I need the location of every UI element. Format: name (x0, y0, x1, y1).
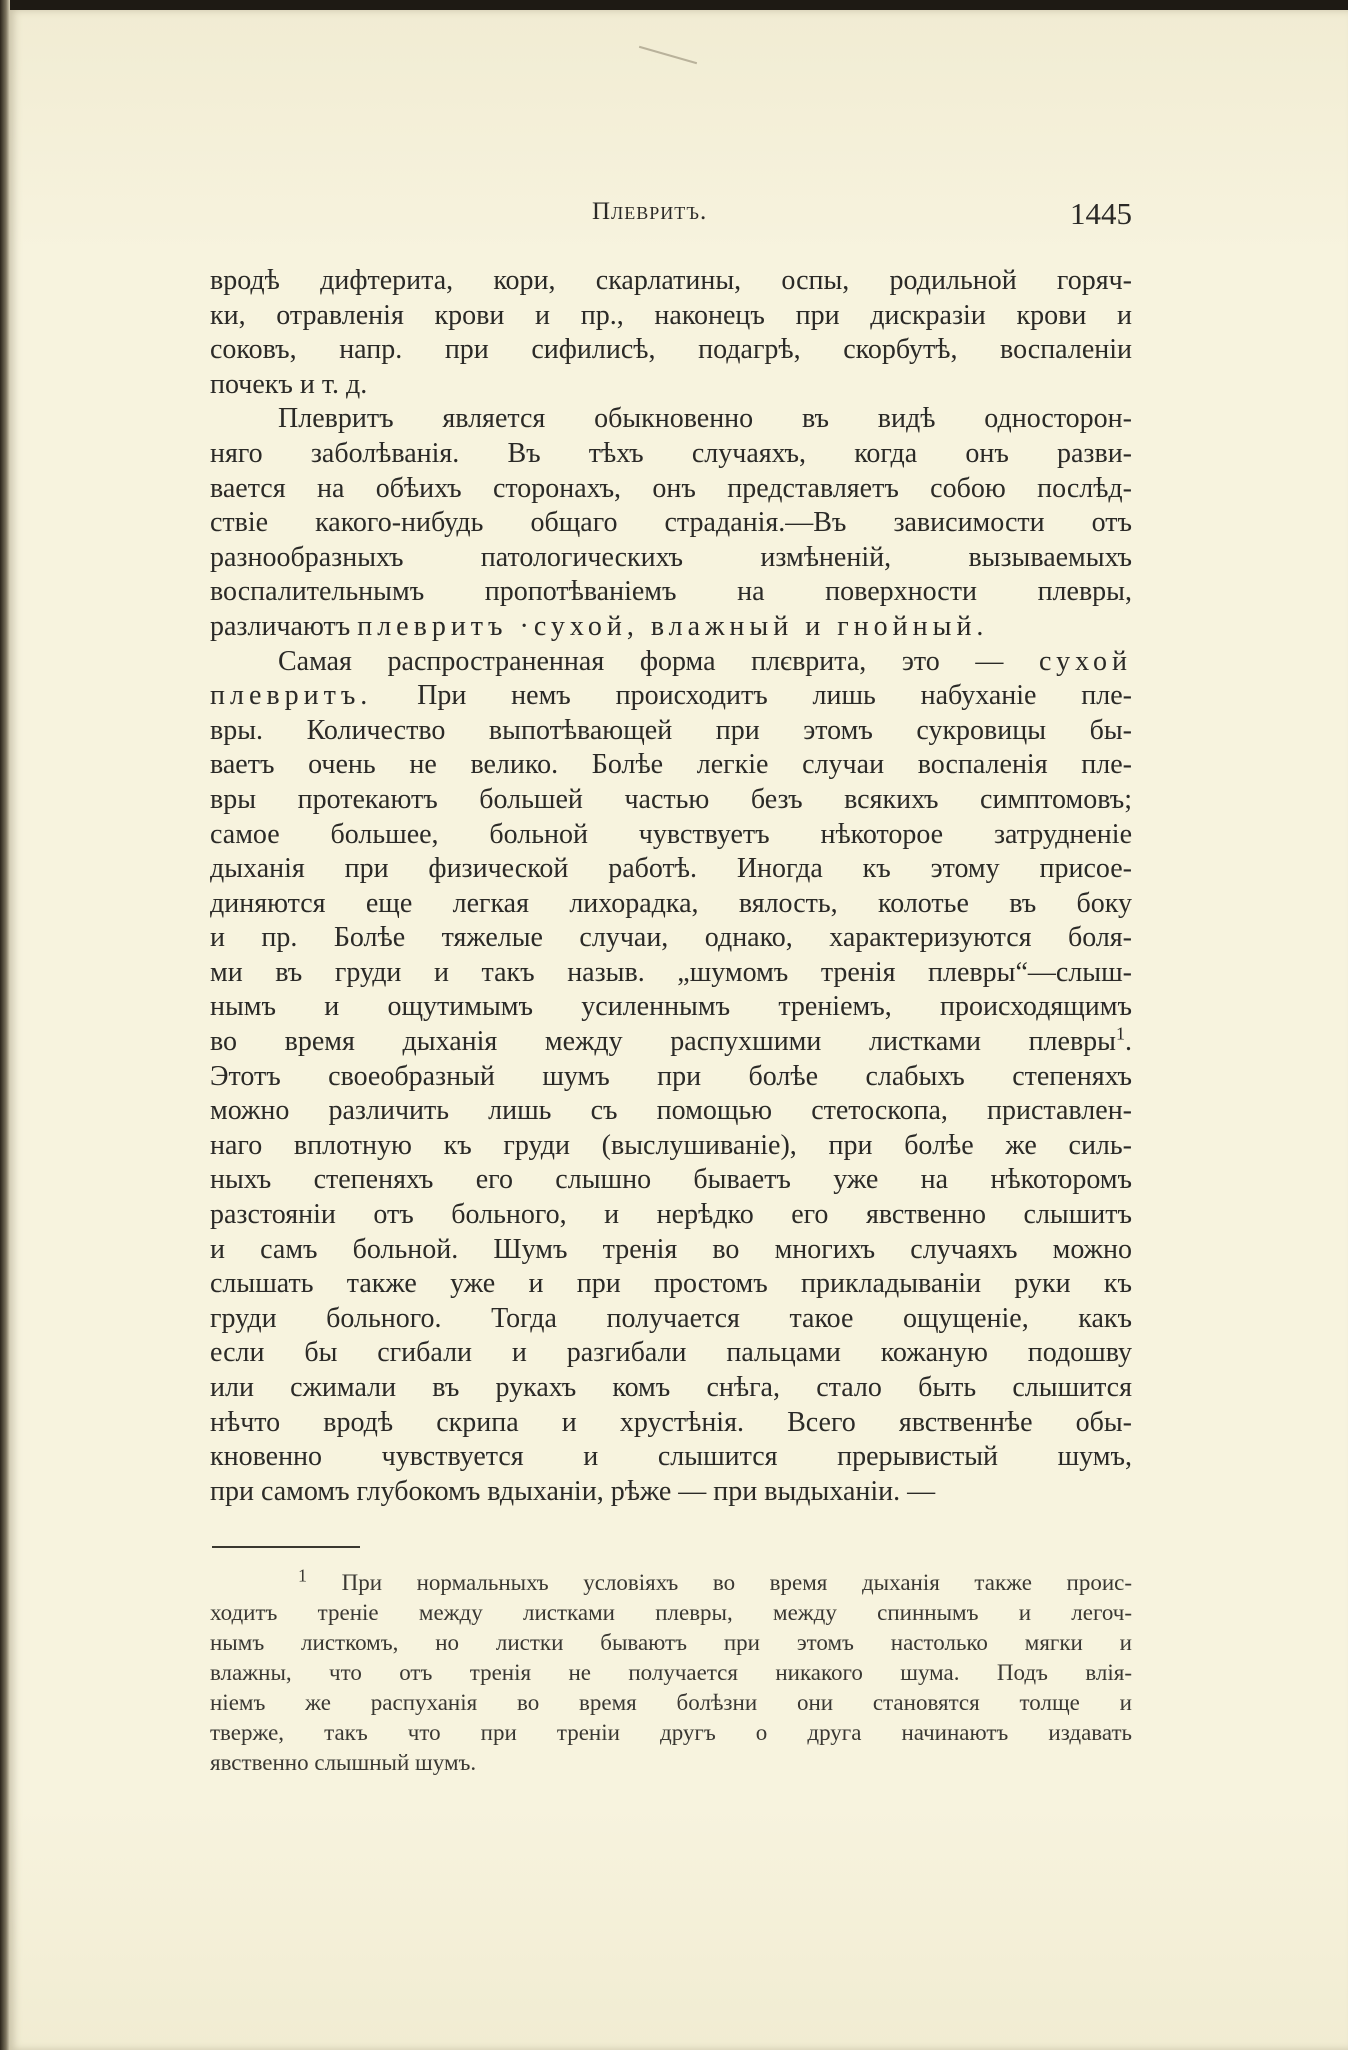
text-line: ми въ груди и такъ назыв. „шумомъ тренія плевры“—слыш- (210, 956, 1132, 988)
text-line-body: во время дыханія между распухшими листками плевры (210, 1026, 1116, 1058)
text-line: самое большее, больной чувствуетъ нѣкоторое затрудненіе (210, 818, 1132, 850)
text-line: разстояніи отъ больного, и нерѣдко его явственно слышитъ (210, 1199, 1132, 1231)
footnote-line: тверже, такъ что при треніи другъ о друга начинаютъ издавать (210, 1720, 1132, 1745)
footnote-reference[interactable]: 1 (1116, 1025, 1125, 1044)
footnote-line: ходитъ треніе между листками плевры, между спиннымъ и легоч- (210, 1600, 1132, 1625)
page-number: 1445 (1070, 196, 1132, 231)
running-head (212, 196, 1132, 236)
main-text (210, 264, 1132, 1509)
footnote-line: явственно слышный шумъ. (210, 1750, 477, 1775)
text-line: разнообразныхъ патологическихъ измѣненій, вызываемыхъ (210, 541, 1132, 573)
text-line: воспалительнымъ пропотѣваніемъ на поверхности плевры, (210, 576, 1132, 608)
text-line: можно различить лишь съ помощью стетоскопа, приставлен- (210, 1095, 1132, 1127)
scan-left-edge (0, 0, 10, 2050)
text-line-types (210, 610, 1132, 645)
dry-label: сухой (1039, 645, 1132, 677)
text-line: нѣчто вродѣ скрипа и хрустѣнія. Всего явственнѣе обы- (210, 1406, 1132, 1438)
text-line: соковъ, напр. при сифилисѣ, подагрѣ, скорбутѣ, воспаленіи (210, 334, 1132, 366)
text-line-form (210, 645, 1132, 680)
footnote-divider (212, 1546, 360, 1548)
text-line: дыханія при физической работѣ. Иногда къ этому присое- (210, 853, 1132, 885)
footnote-line: ніемъ же распуханія во время болѣзни они становятся толще и (210, 1690, 1132, 1715)
types-prefix: различаютъ (210, 610, 358, 642)
footnote-marker: 1 (298, 1568, 307, 1586)
text-line: ваетъ очень не велико. Болѣе легкіе случаи воспаленія пле- (210, 749, 1132, 781)
text-line-footnote-ref: во время дыханія между распухшими листками плевры$^1$. (210, 1025, 1132, 1058)
text-line: ки, отравленія крови и пр., наконецъ при дискразіи крови и (210, 299, 1132, 331)
text-line: и самъ больной. Шумъ тренія во многихъ случаяхъ можно (210, 1233, 1132, 1265)
text-line: Этотъ своеобразный шумъ при болѣе слабыхъ степеняхъ (210, 1060, 1132, 1092)
text-line: или сжимали въ рукахъ комъ снѣга, стало быть слышится (210, 1372, 1132, 1403)
text-line: кновенно чувствуется и слышится прерывистый шумъ, (210, 1441, 1132, 1473)
text-line: вры протекаютъ большей частью безъ всякихъ симптомовъ; (210, 783, 1132, 815)
text-line: наго вплотную къ груди (выслушиваніе), при болѣе же силь- (210, 1129, 1132, 1161)
form-prefix: Самая распространенная форма плєврита, это — (278, 645, 1040, 677)
footnote-line-text: При нормальныхъ условіяхъ во время дыханія также проис- (341, 1570, 1132, 1595)
text-line: вается на обѣихъ сторонахъ, онъ представляетъ собою послѣд- (210, 472, 1132, 504)
dry-label-2: плевритъ. (210, 680, 373, 712)
text-line: диняются еще легкая лихорадка, вялость, колотье въ боку (210, 887, 1132, 919)
footnote (210, 1568, 1132, 1778)
text-line-dry (210, 679, 1132, 714)
running-title: Плевритъ. (592, 198, 708, 225)
text-line: вродѣ дифтерита, кори, скарлатины, оспы, родильной горяч- (210, 265, 1132, 296)
dry-rest: При немъ происходитъ лишь набуханіе пле- (417, 680, 1132, 712)
footnote-line: влажны, что отъ тренія не получается никакого шума. Подъ влія- (210, 1660, 1132, 1685)
text-line: если бы сгибали и разгибали пальцами кожаную подошву (210, 1337, 1132, 1369)
footnote-line: нымъ листкомъ, но листки бываютъ при этомъ настолько мягки и (210, 1630, 1132, 1655)
types-spaced: плевритъ ·сухой, влажный и гнойный. (357, 610, 989, 642)
text-line: вры. Количество выпотѣвающей при этомъ сукровицы бы- (210, 714, 1132, 746)
text-line: нымъ и ощутимымъ усиленнымъ треніемъ, происходящимъ (210, 991, 1132, 1023)
text-line: ныхъ степеняхъ его слышно бываетъ уже на нѣкоторомъ (210, 1164, 1132, 1196)
text-line: почекъ и т. д. (210, 368, 368, 400)
text-line: ствіе какого-нибудь общаго страданія.—Въ зависимости отъ (210, 507, 1132, 539)
text-line: слышать также уже и при простомъ прикладываніи руки къ (210, 1268, 1132, 1300)
text-line: груди больного. Тогда получается такое ощущеніе, какъ (210, 1302, 1132, 1334)
text-line: при самомъ глубокомъ вдыханіи, рѣже — при выдыханіи. — (210, 1475, 936, 1507)
text-line: и пр. Болѣе тяжелые случаи, однако, характеризуются боля- (210, 922, 1132, 954)
text-line: Плевритъ является обыкновенно въ видѣ односторон- (278, 403, 1132, 435)
text-line: няго заболѣванія. Въ тѣхъ случаяхъ, когда онъ разви- (210, 437, 1132, 469)
pencil-mark (639, 46, 697, 64)
footnote-line (210, 1568, 1132, 1598)
